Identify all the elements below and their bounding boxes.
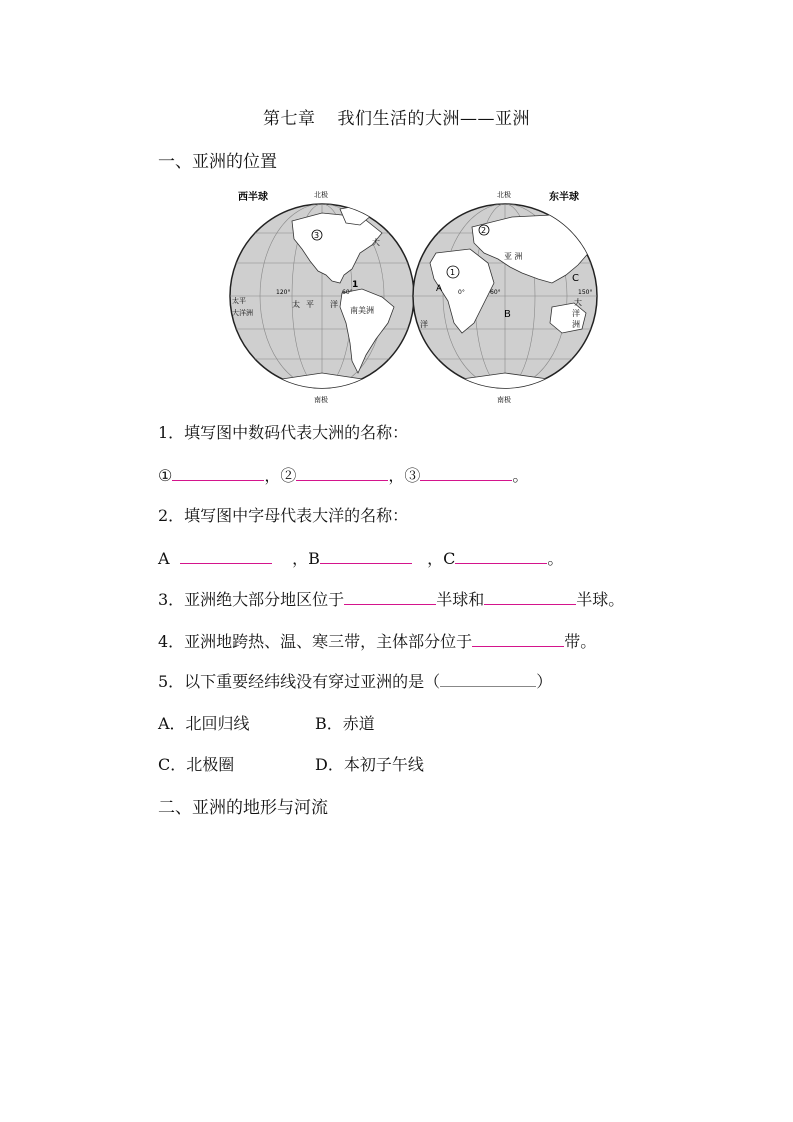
map-label-2: 2 (481, 226, 487, 235)
map-label-1: 1 (352, 280, 359, 290)
question-2-blanks (158, 545, 563, 569)
question-4-blank[interactable] (472, 628, 564, 647)
blank-1-label: ① (158, 466, 173, 485)
question-3-pre: 3．亚洲绝大部分地区位于 (158, 590, 345, 609)
question-4 (158, 628, 596, 652)
options-row-1 (158, 711, 375, 734)
blank-2-input[interactable] (296, 462, 388, 481)
atlantic-west-label: 大 (372, 238, 380, 247)
oceania-char-1: 大 (574, 298, 582, 307)
chapter-name: 我们生活的大洲——亚洲 (337, 109, 530, 129)
map-label-1-circle: 1 (450, 268, 456, 277)
blank-C-end: 。 (547, 549, 564, 568)
question-5-post: ） (536, 672, 553, 691)
question-1-blanks (158, 462, 528, 486)
western-hemisphere-label: 西半球 (238, 192, 268, 203)
blank-3-input[interactable] (420, 462, 512, 481)
blank-A-label: A (158, 549, 170, 568)
question-1: 1．填写图中数码代表大洲的名称： (158, 423, 409, 442)
eastern-hemisphere-label: 东半球 (549, 192, 579, 203)
ocean-label-B: B (504, 309, 511, 320)
question-3-post: 半球。 (576, 590, 625, 609)
chapter-number: 第七章 (263, 109, 316, 129)
lon-120-label: 120° (276, 289, 291, 296)
section-heading-terrain: 二、亚洲的地形与河流 (158, 798, 328, 818)
question-5-pre: 5．以下重要经纬线没有穿过亚洲的是（ (158, 672, 441, 691)
question-2: 2．填写图中字母代表大洋的名称： (158, 506, 409, 525)
south-pole-label-east: 南极 (497, 396, 511, 404)
map-label-3: 3 (314, 231, 320, 240)
blank-C-label: ，C (427, 549, 456, 568)
pacific-char-3: 洋 (330, 300, 338, 309)
option-d[interactable]: D．本初子午线 (315, 755, 424, 774)
north-pole-label-west: 北极 (314, 191, 328, 199)
option-c[interactable]: C．北极圈 (158, 755, 235, 774)
western-hemisphere (230, 190, 414, 404)
blank-end: 。 (512, 466, 529, 485)
north-pole-label-east: 北极 (497, 191, 511, 199)
page-title (0, 104, 793, 129)
question-4-pre: 4．亚洲地跨热、温、寒三带，主体部分位于 (158, 632, 473, 651)
blank-B-input[interactable] (320, 545, 412, 564)
world-hemispheres-map (222, 183, 604, 408)
lon-150-label: 150° (578, 289, 593, 296)
pacific-char-1: 太 (292, 300, 300, 309)
blank-3-label: ，③ (388, 466, 421, 485)
option-a[interactable]: A．北回归线 (158, 714, 250, 733)
asia-label: 亚 洲 (504, 252, 523, 261)
blank-2-label: ，② (264, 466, 297, 485)
section-heading-location: 一、亚洲的位置 (158, 152, 277, 172)
option-b[interactable]: B．赤道 (315, 714, 375, 733)
south-america-label: 南美洲 (350, 306, 374, 315)
pacific-char-2: 平 (306, 300, 314, 309)
question-3-blank-2[interactable] (484, 586, 576, 605)
lon-60w-label: 60° (342, 289, 353, 296)
pacific-left-label: 太平 (232, 297, 246, 305)
blank-1-input[interactable] (172, 462, 264, 481)
question-3-mid: 半球和 (436, 590, 485, 609)
oceania-char-2: 洋 (572, 309, 580, 318)
blank-A-input[interactable] (180, 545, 272, 564)
question-4-post: 带。 (564, 632, 597, 651)
atlantic-east-label: 洋 (420, 320, 428, 329)
ocean-label-A: A (436, 284, 443, 294)
oceania-left-label: 大洋洲 (232, 309, 253, 317)
question-3-blank-1[interactable] (344, 586, 436, 605)
eastern-hemisphere (413, 190, 597, 404)
lon-0-label: 0° (458, 289, 465, 296)
lon-60e-label: 60° (490, 289, 501, 296)
oceania-char-3: 洲 (572, 320, 580, 329)
blank-C-input[interactable] (455, 545, 547, 564)
question-5 (158, 669, 552, 692)
options-row-2 (158, 752, 424, 775)
question-5-blank[interactable] (440, 670, 536, 687)
question-3 (158, 586, 624, 610)
blank-B-label: ，B (292, 549, 320, 568)
ocean-label-C: C (572, 273, 579, 284)
south-pole-label-west: 南极 (314, 396, 328, 404)
